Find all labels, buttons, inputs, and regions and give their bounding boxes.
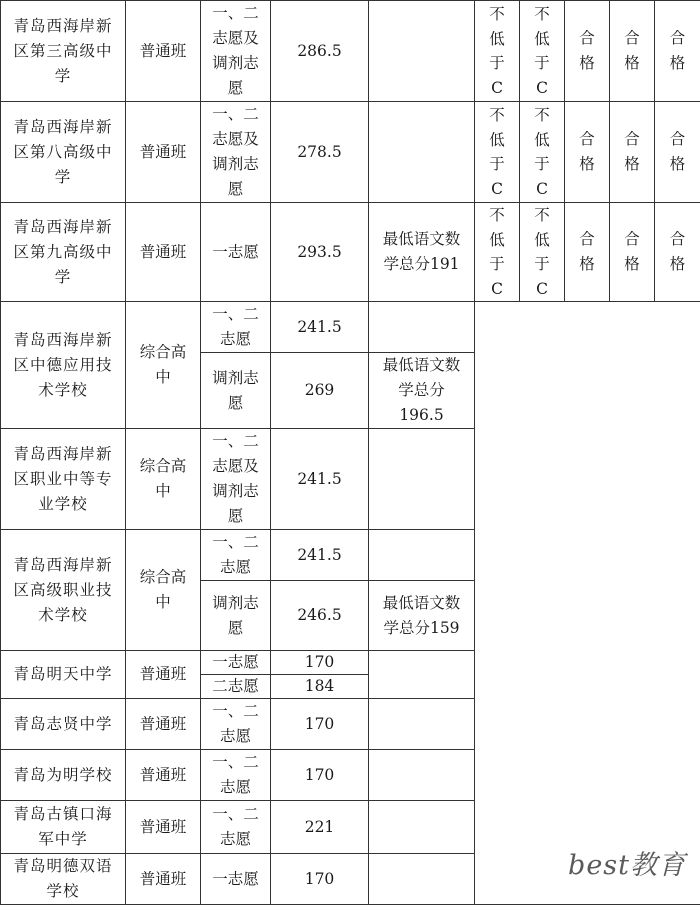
blank-cell [475,581,700,651]
pass-cell: 合格 [610,1,655,102]
requirement-cell: 不低于C [520,102,565,203]
note-cell [369,302,475,353]
table-row [1,203,700,302]
class-type: 普通班 [126,651,201,699]
score-cell: 241.5 [271,530,369,581]
school-name: 青岛西海岸新区第九高级中学 [1,203,126,302]
table-row [1,530,700,581]
note-cell [369,429,475,530]
blank-cell [475,699,700,750]
score-cell: 286.5 [271,1,369,102]
choice-cell: 一、二志愿及调剂志愿 [201,102,271,203]
choice-cell: 一志愿 [201,651,271,675]
table-row [1,651,700,675]
note-cell: 最低语文数学总分196.5 [369,353,475,429]
class-type: 普通班 [126,102,201,203]
choice-cell: 调剂志愿 [201,353,271,429]
class-type: 普通班 [126,854,201,905]
choice-cell: 一、二志愿 [201,801,271,854]
requirement-cell: 不低于C [475,203,520,302]
school-name: 青岛西海岸新区职业中等专业学校 [1,429,126,530]
requirement-cell: 不低于C [520,1,565,102]
note-cell [369,750,475,801]
blank-cell [475,302,700,353]
note-cell [369,699,475,750]
note-cell: 最低语文数学总分191 [369,203,475,302]
table-row [1,102,700,203]
class-type: 普通班 [126,1,201,102]
school-name: 青岛明德双语学校 [1,854,126,905]
score-cell: 170 [271,854,369,905]
choice-cell: 一、二志愿及调剂志愿 [201,429,271,530]
class-type: 普通班 [126,750,201,801]
score-cell: 269 [271,353,369,429]
score-cell: 241.5 [271,429,369,530]
choice-cell: 一、二志愿 [201,750,271,801]
table-row [1,750,700,801]
school-name: 青岛西海岸新区中德应用技术学校 [1,302,126,429]
pass-cell: 合格 [610,102,655,203]
blank-cell [475,429,700,530]
table-row [1,429,700,530]
pass-cell: 合格 [565,102,610,203]
class-type: 普通班 [126,699,201,750]
note-cell [369,801,475,854]
score-cell: 221 [271,801,369,854]
class-type: 普通班 [126,801,201,854]
score-cell: 293.5 [271,203,369,302]
note-cell [369,102,475,203]
table-row [1,1,700,102]
score-cell: 170 [271,651,369,675]
score-cell: 278.5 [271,102,369,203]
school-name: 青岛明天中学 [1,651,126,699]
blank-cell [475,530,700,581]
school-name: 青岛志贤中学 [1,699,126,750]
note-cell [369,1,475,102]
choice-cell: 一志愿 [201,854,271,905]
pass-cell: 合格 [655,102,700,203]
choice-cell: 一志愿 [201,203,271,302]
score-cell: 246.5 [271,581,369,651]
score-cell: 170 [271,699,369,750]
school-name: 青岛古镇口海军中学 [1,801,126,854]
pass-cell: 合格 [655,203,700,302]
note-cell [369,854,475,905]
class-type: 综合高中 [126,302,201,429]
choice-cell: 一、二志愿 [201,699,271,750]
pass-cell: 合格 [655,1,700,102]
blank-cell [475,651,700,675]
requirement-cell: 不低于C [475,102,520,203]
score-cell: 241.5 [271,302,369,353]
blank-cell [475,750,700,801]
requirement-cell: 不低于C [520,203,565,302]
pass-cell: 合格 [610,203,655,302]
pass-cell: 合格 [565,1,610,102]
school-name: 青岛西海岸新区高级职业技术学校 [1,530,126,651]
note-cell [369,651,475,699]
choice-cell: 一、二志愿 [201,302,271,353]
blank-cell [475,353,700,429]
choice-cell: 调剂志愿 [201,581,271,651]
score-cell: 170 [271,750,369,801]
school-name: 青岛西海岸新区第三高级中学 [1,1,126,102]
table-row [1,699,700,750]
choice-cell: 一、二志愿 [201,530,271,581]
note-cell: 最低语文数学总分159 [369,581,475,651]
score-cell: 184 [271,675,369,699]
table-row [1,302,700,353]
school-name: 青岛西海岸新区第八高级中学 [1,102,126,203]
requirement-cell: 不低于C [475,1,520,102]
watermark-logo: best教育 [568,843,686,882]
choice-cell: 一、二志愿及调剂志愿 [201,1,271,102]
class-type: 综合高中 [126,429,201,530]
class-type: 普通班 [126,203,201,302]
note-cell [369,530,475,581]
choice-cell: 二志愿 [201,675,271,699]
school-name: 青岛为明学校 [1,750,126,801]
blank-cell [475,675,700,699]
class-type: 综合高中 [126,530,201,651]
pass-cell: 合格 [565,203,610,302]
